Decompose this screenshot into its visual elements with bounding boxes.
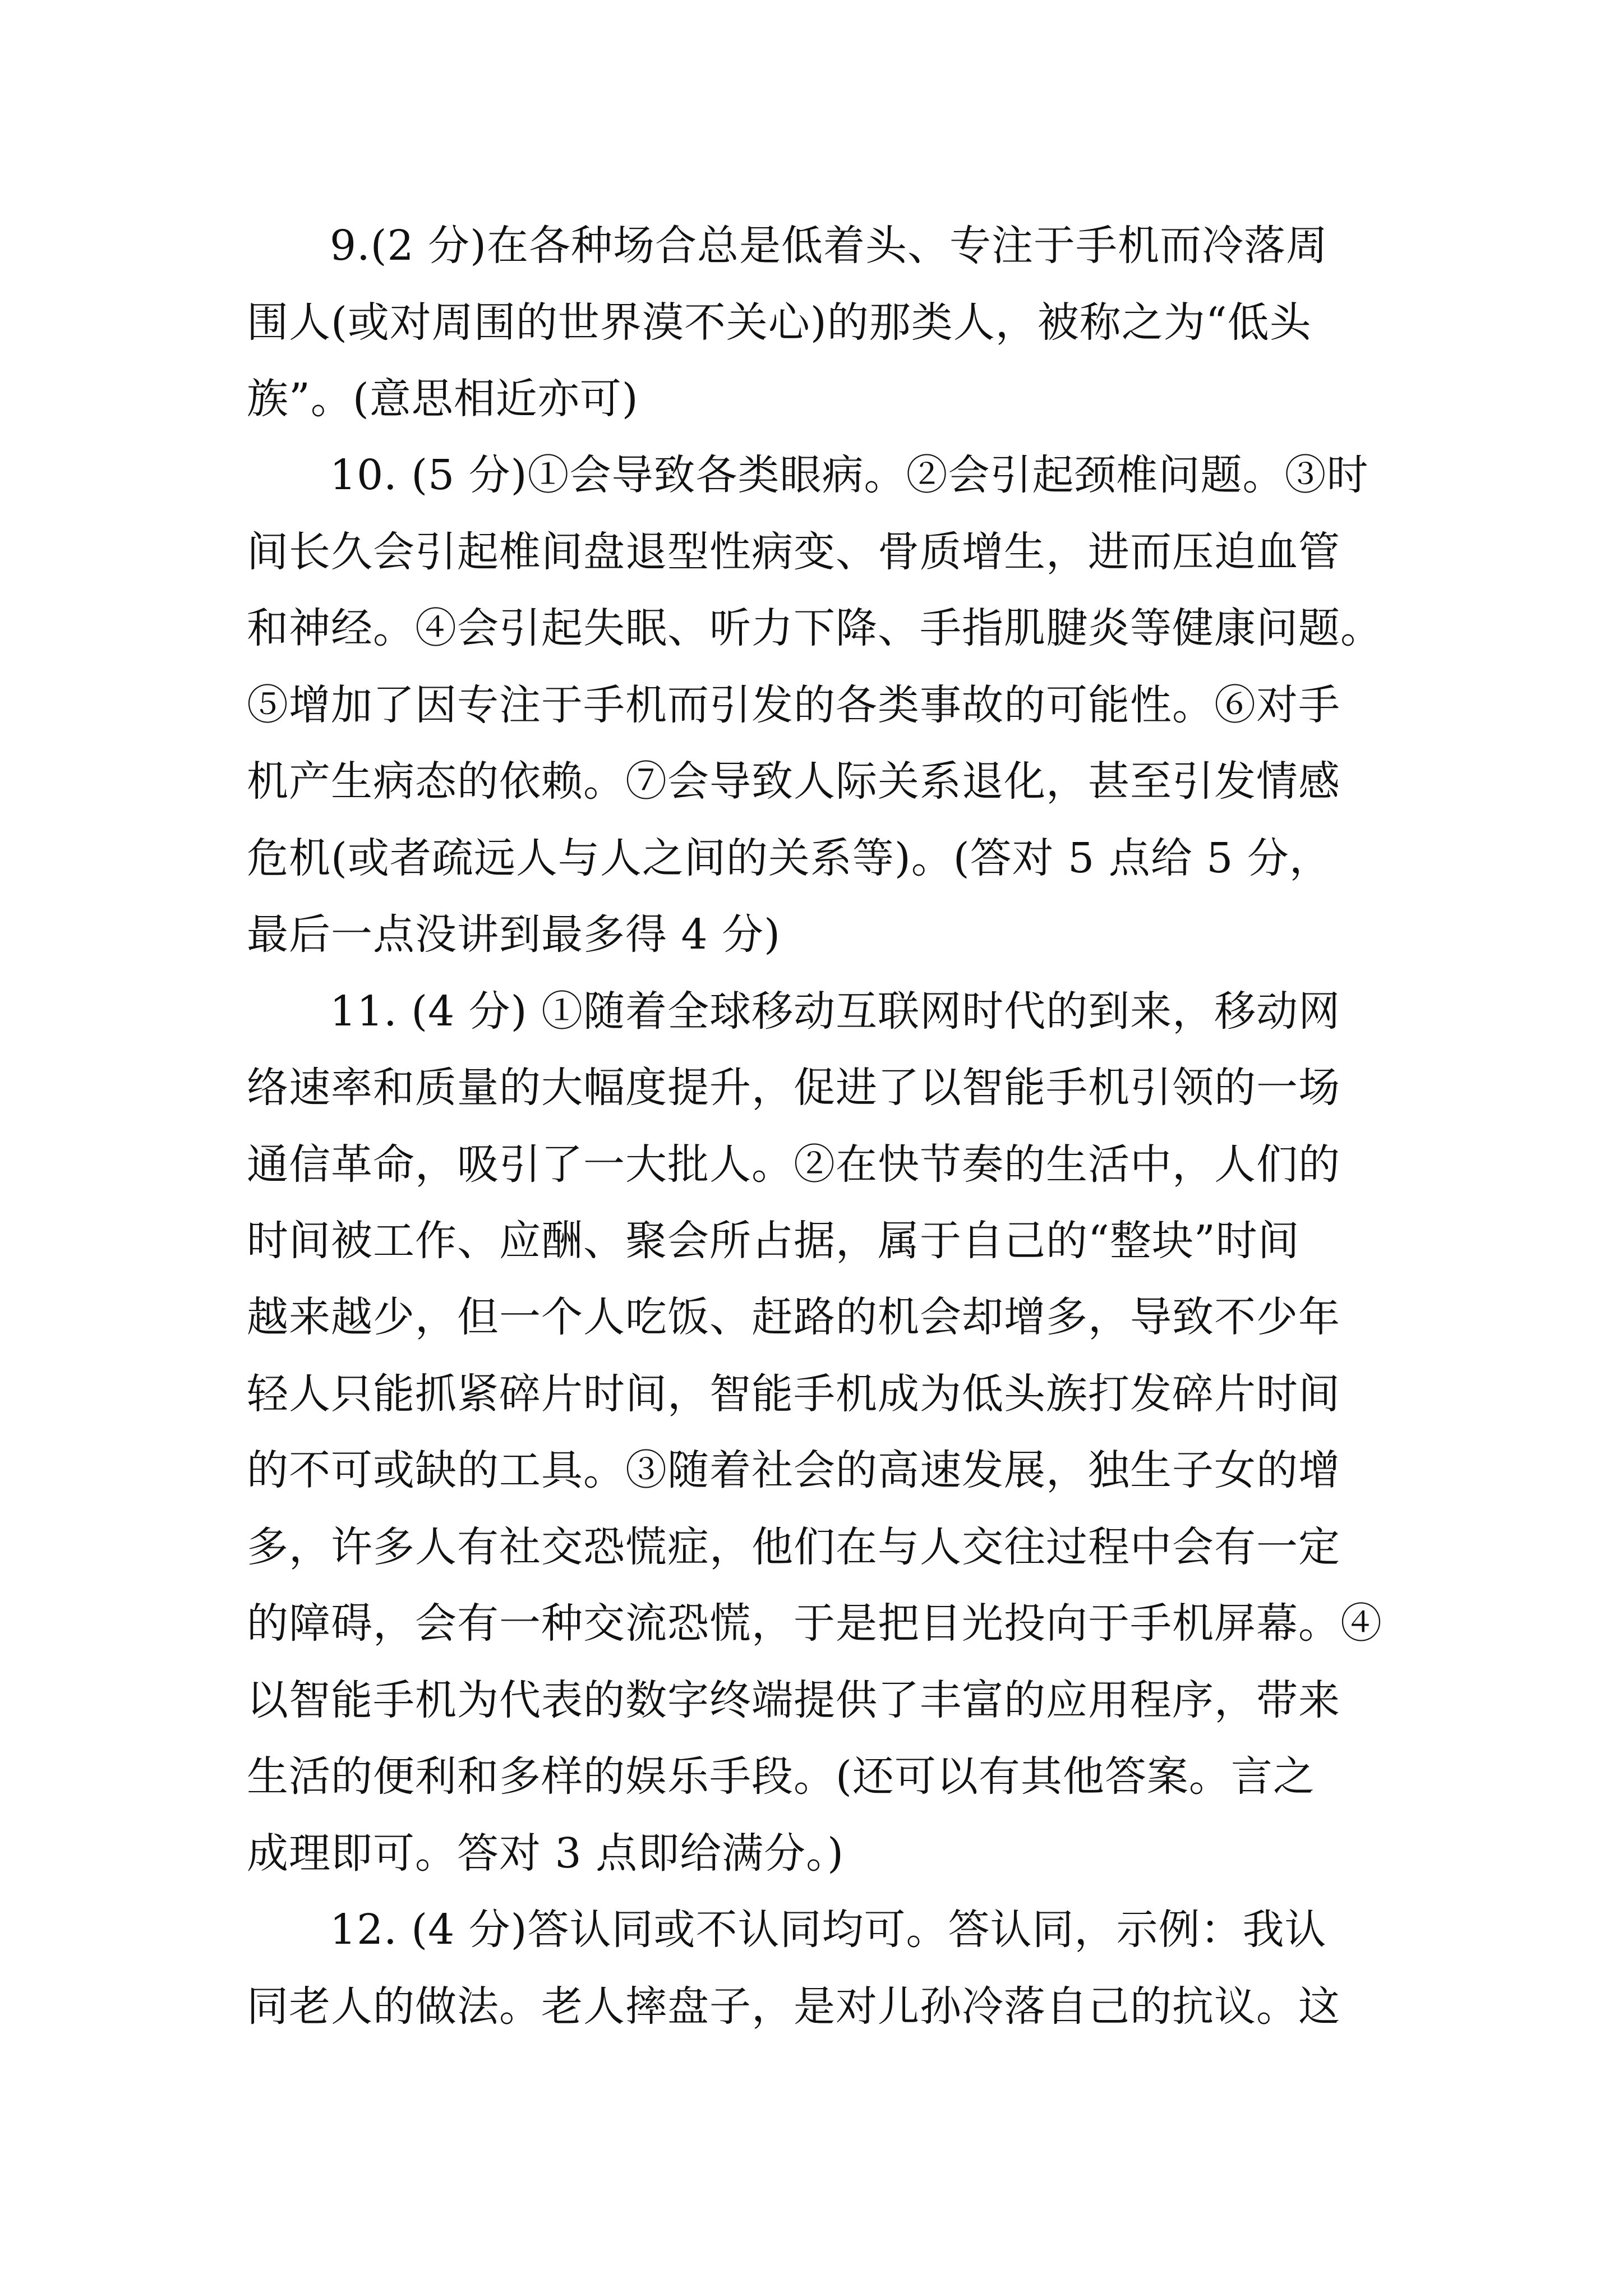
answer-12-line-2: 同老人的做法。老人摔盘子，是对儿孙冷落自己的抗议。这 xyxy=(247,1982,1340,2031)
answer-11-line-12: 成理即可。答对 3 点即给满分。) xyxy=(247,1829,844,1878)
answer-10-line-2: 间长久会引起椎间盘退型性病变、骨质增生，进而压迫血管 xyxy=(247,528,1340,576)
answer-11-line-2: 络速率和质量的大幅度提升，促进了以智能手机引领的一场 xyxy=(247,1064,1340,1112)
answer-11-line-10: 以智能手机为代表的数字终端提供了丰富的应用程序，带来 xyxy=(247,1676,1340,1724)
answer-9-line-3: 族”。(意思相近亦可) xyxy=(247,375,639,423)
answer-10-line-4: ⑤增加了因专注于手机而引发的各类事故的可能性。⑥对手 xyxy=(247,681,1340,729)
answer-11-line-6: 轻人只能抓紧碎片时间，智能手机成为低头族打发碎片时间 xyxy=(247,1370,1340,1418)
answer-10-line-5: 机产生病态的依赖。⑦会导致人际关系退化，甚至引发情感 xyxy=(247,757,1340,806)
answer-11-line-7: 的不可或缺的工具。③随着社会的高速发展，独生子女的增 xyxy=(247,1446,1340,1494)
answer-10-line-7: 最后一点没讲到最多得 4 分) xyxy=(247,910,781,959)
answer-10-line-1: 10. (5 分)①会导致各类眼病。②会引起颈椎问题。③时 xyxy=(330,451,1369,499)
answer-9-line-2: 围人(或对周围的世界漠不关心)的那类人，被称之为“低头 xyxy=(247,298,1312,347)
answer-12-line-1: 12. (4 分)答认同或不认同均可。答认同，示例：我认 xyxy=(330,1906,1327,1954)
answer-10-line-3: 和神经。④会引起失眠、听力下降、手指肌腱炎等健康问题。 xyxy=(247,604,1382,652)
answer-11-line-8: 多，许多人有社交恐慌症，他们在与人交往过程中会有一定 xyxy=(247,1523,1340,1571)
answer-11-line-5: 越来越少，但一个人吃饭、赶路的机会却增多，导致不少年 xyxy=(247,1293,1340,1341)
answer-10-line-6: 危机(或者疏远人与人之间的关系等)。(答对 5 点给 5 分， xyxy=(247,834,1331,882)
answer-9-line-1: 9.(2 分)在各种场合总是低着头、专注于手机而冷落周 xyxy=(330,222,1328,270)
answer-11-line-1: 11. (4 分) ①随着全球移动互联网时代的到来，移动网 xyxy=(330,987,1341,1036)
answer-11-line-4: 时间被工作、应酬、聚会所占据，属于自己的“整块”时间 xyxy=(247,1217,1300,1265)
answer-11-line-9: 的障碍，会有一种交流恐慌，于是把目光投向于手机屏幕。④ xyxy=(247,1599,1382,1648)
answer-11-line-3: 通信革命，吸引了一大批人。②在快节奏的生活中，人们的 xyxy=(247,1140,1340,1189)
answer-11-line-11: 生活的便利和多样的娱乐手段。(还可以有其他答案。言之 xyxy=(247,1752,1315,1801)
